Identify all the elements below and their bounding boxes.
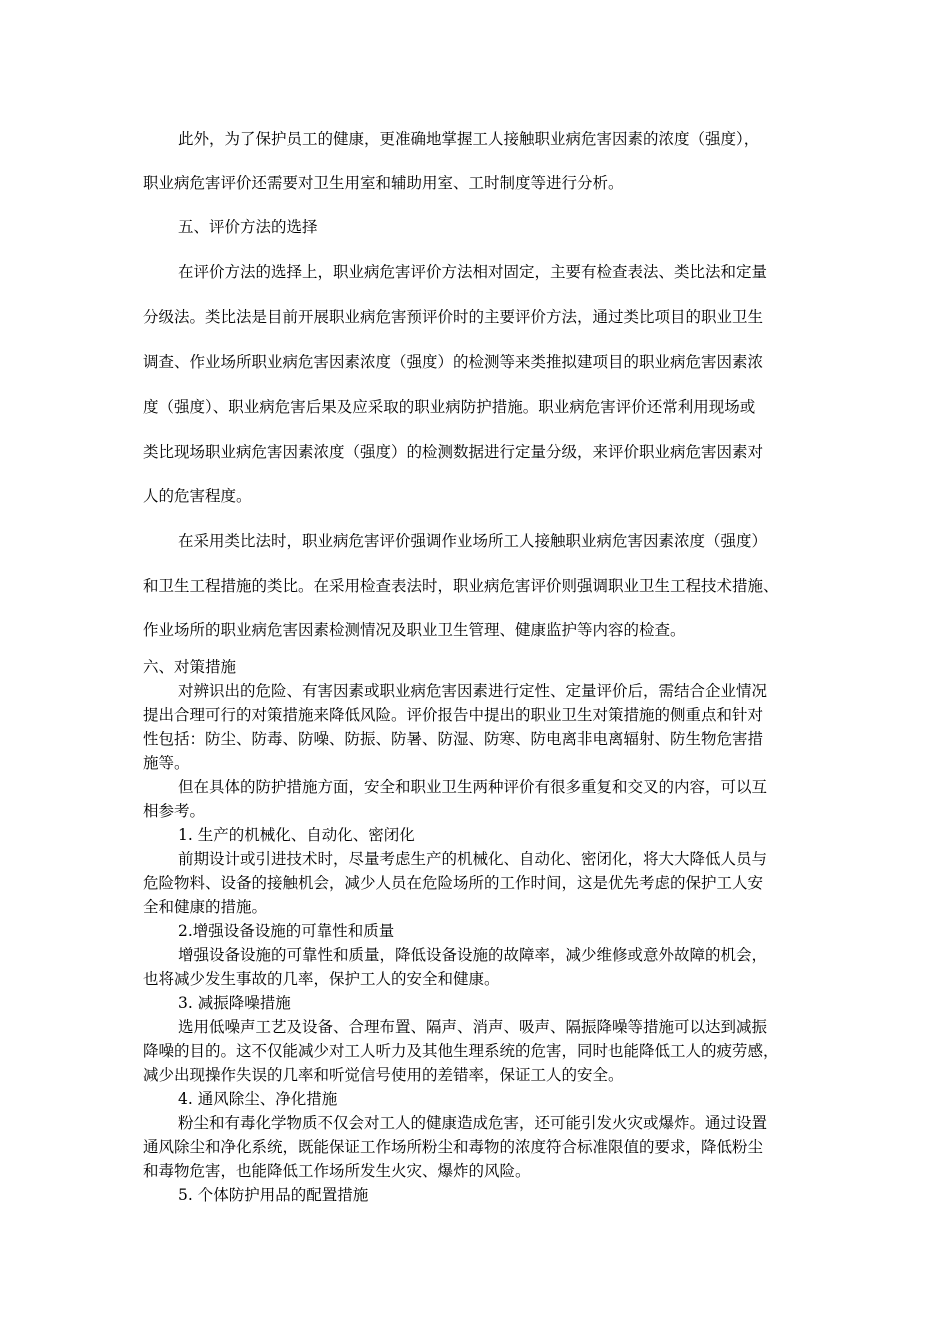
paragraph-line: 减少出现操作失误的几率和听觉信号使用的差错率，保证工人的安全。 <box>143 1066 624 1084</box>
paragraph-line: 全和健康的措施。 <box>143 898 268 916</box>
section-heading-5: 五、评价方法的选择 <box>178 218 318 236</box>
item-heading-3: 3. 减振降噪措施 <box>178 994 291 1012</box>
paragraph-line: 在采用类比法时，职业病危害评价强调作业场所工人接触职业病危害因素浓度（强度） <box>178 532 768 550</box>
paragraph-line: 和毒物危害，也能降低工作场所发生火灾、爆炸的风险。 <box>143 1162 531 1180</box>
paragraph-line: 但在具体的防护措施方面，安全和职业卫生两种评价有很多重复和交叉的内容，可以互 <box>178 778 768 796</box>
paragraph-line: 前期设计或引进技术时，尽量考虑生产的机械化、自动化、密闭化，将大大降低人员与 <box>178 850 768 868</box>
paragraph-line: 性包括：防尘、防毒、防噪、防振、防暑、防湿、防寒、防电离非电离辐射、防生物危害措 <box>143 730 764 748</box>
item-heading-2: 2.增强设备设施的可靠性和质量 <box>178 922 395 940</box>
paragraph-line: 危险物料、设备的接触机会，减少人员在危险场所的工作时间，这是优先考虑的保护工人安 <box>143 874 764 892</box>
paragraph-line: 在评价方法的选择上，职业病危害评价方法相对固定，主要有检查表法、类比法和定量 <box>178 263 768 281</box>
paragraph-line: 降噪的目的。这不仅能减少对工人听力及其他生理系统的危害，同时也能降低工人的疲劳感， <box>143 1042 779 1060</box>
item-heading-1: 1. 生产的机械化、自动化、密闭化 <box>178 826 415 844</box>
paragraph-line: 人的危害程度。 <box>143 487 252 505</box>
paragraph-line: 和卫生工程措施的类比。在采用检查表法时，职业病危害评价则强调职业卫生工程技术措施、 <box>143 577 779 595</box>
paragraph-line: 也将减少发生事故的几率，保护工人的安全和健康。 <box>143 970 500 988</box>
paragraph-line: 增强设备设施的可靠性和质量，降低设备设施的故障率，减少维修或意外故障的机会， <box>178 946 768 964</box>
item-heading-4: 4. 通风除尘、净化措施 <box>178 1090 338 1108</box>
paragraph-line: 施等。 <box>143 754 190 772</box>
paragraph-line: 对辨识出的危险、有害因素或职业病危害因素进行定性、定量评价后，需结合企业情况 <box>178 682 768 700</box>
paragraph-line: 类比现场职业病危害因素浓度（强度）的检测数据进行定量分级，来评价职业病危害因素对 <box>143 443 764 461</box>
paragraph-line: 作业场所的职业病危害因素检测情况及职业卫生管理、健康监护等内容的检查。 <box>143 621 686 639</box>
paragraph-line: 此外，为了保护员工的健康，更准确地掌握工人接触职业病危害因素的浓度（强度）， <box>178 130 760 148</box>
section-heading-6: 六、对策措施 <box>143 658 237 676</box>
paragraph-line: 相参考。 <box>143 802 206 820</box>
paragraph-line: 通风除尘和净化系统，既能保证工作场所粉尘和毒物的浓度符合标准限值的要求，降低粉尘 <box>143 1138 764 1156</box>
paragraph-line: 提出合理可行的对策措施来降低风险。评价报告中提出的职业卫生对策措施的侧重点和针对 <box>143 706 764 724</box>
paragraph-line: 分级法。类比法是目前开展职业病危害预评价时的主要评价方法，通过类比项目的职业卫生 <box>143 308 764 326</box>
paragraph-line: 度（强度）、职业病危害后果及应采取的职业病防护措施。职业病危害评价还常利用现场或 <box>143 398 756 416</box>
paragraph-line: 粉尘和有毒化学物质不仅会对工人的健康造成危害，还可能引发火灾或爆炸。通过设置 <box>178 1114 768 1132</box>
paragraph-line: 调查、作业场所职业病危害因素浓度（强度）的检测等来类推拟建项目的职业病危害因素浓 <box>143 353 764 371</box>
paragraph-line: 职业病危害评价还需要对卫生用室和辅助用室、工时制度等进行分析。 <box>143 174 624 192</box>
item-heading-5: 5. 个体防护用品的配置措施 <box>178 1186 369 1204</box>
paragraph-line: 选用低噪声工艺及设备、合理布置、隔声、消声、吸声、隔振降噪等措施可以达到减振 <box>178 1018 768 1036</box>
